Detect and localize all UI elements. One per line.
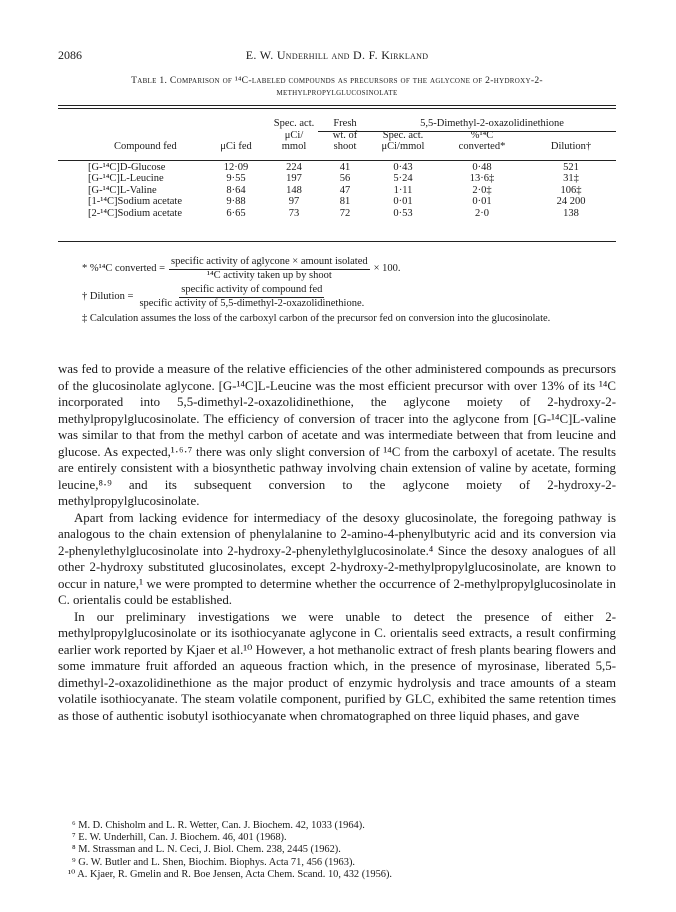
table-row: [58, 196, 616, 208]
cell-spec: 224: [286, 161, 302, 173]
header-dilution: Dilution†: [550, 141, 592, 152]
page-number: 2086: [58, 48, 82, 62]
footnote-dilution-numerator: specific activity of compound fed: [179, 284, 324, 298]
cell-uci: 12·09: [223, 161, 249, 173]
cell-dilution: 31‡: [563, 173, 579, 184]
table-top-rule-2: [58, 108, 616, 109]
footnote-dilution-denominator: specific activity of 5,5-dimethyl-2-oxazolidinethione.: [139, 297, 365, 309]
footnote-dilution-label: † Dilution =: [82, 290, 134, 302]
paragraph-1: was fed to provide a measure of the relative efficiencies of the other administered compounds as precursors of the glucosinolate aglycone. [G-¹⁴C]L-Leucine was the most efficient precursor with over 13% of its ¹⁴C incorporated into 5,5-dimethyl-2-oxazolidinethione, the aglycone moiety of 2-hydroxy-2-methylpropylglucosinolate. The efficiency of conversion of tracer into the aglycone from [G-¹⁴C]L-valine was similar to that from the methyl carbon of acetate and was intermediate between that from leucine and glucose. As expected,¹·⁶·⁷ there was only slight conversion of ¹⁴C from the carboxyl of acetate. The results are entirely consistent with a biosynthetic pathway involving chain extension of valine by acetate, forming leucine,⁸·⁹ and its subsequent conversion to the aglycone moiety of 2-hydroxy-2-methylpropylglucosinolate.: [58, 362, 616, 508]
cell-uci: 6·65: [226, 207, 246, 219]
header-compound-fed: Compound fed: [114, 141, 177, 152]
footnote-converted-label: * %¹⁴C converted =: [82, 262, 166, 274]
cell-converted: 13·6‡: [469, 173, 495, 184]
cell-compound: [G-¹⁴C]L-Valine: [88, 184, 157, 196]
table-row: [58, 173, 616, 185]
cell-dilution: 106‡: [560, 184, 582, 196]
header-uci-fed: μCi fed: [220, 141, 252, 152]
cell-compound: [G-¹⁴C]D-Glucose: [88, 161, 166, 173]
cell-compound: [1-¹⁴C]Sodium acetate: [88, 196, 182, 207]
cell-spec: 197: [286, 173, 302, 184]
paragraph-2: Apart from lacking evidence for intermediacy of the desoxy glucosinolate, the foregoing pathway is analogous to the chain extension of phenylalanine to 2-amino-4-phenylbutyric acid and its conversion via 2-phenylethylglucosinolate into 2-hydroxy-2-phenylethylglucosinolate.⁴ Since the desoxy analogues of all other 2-hydroxy substituted glucosinolates, except 2-hydroxy-2-methylpropylglucosinolate, are known to occur in nature,¹ we were prompted to determine whether the occurrence of 2-methylpropylglucosinolate in C. orientalis could be established.: [58, 510, 616, 607]
cell-dilution: 521: [563, 161, 579, 173]
cell-spec: 73: [288, 207, 300, 219]
cell-fresh: 41: [339, 161, 351, 173]
cell-compound: [G-¹⁴C]L-Leucine: [88, 173, 164, 184]
cell-ox-spec: 1·11: [393, 184, 413, 196]
footnote-dilution: [58, 284, 616, 310]
table-header-row-3: [58, 141, 616, 153]
cell-uci: 9·55: [226, 173, 246, 184]
cell-fresh: 81: [339, 196, 351, 207]
cell-fresh: 47: [339, 184, 351, 196]
table-row: [58, 185, 616, 197]
cell-compound: [2-¹⁴C]Sodium acetate: [88, 207, 182, 219]
table-header-row-1: [58, 118, 616, 130]
cell-fresh: 72: [339, 207, 351, 219]
footnote-converted: [58, 256, 616, 282]
footnote-converted-tail: × 100.: [373, 262, 401, 274]
header-group-oxazolidinethione: 5,5-Dimethyl-2-oxazolidinethione: [420, 118, 564, 129]
cell-ox-spec: 0·53: [393, 207, 413, 219]
cell-ox-spec: 0·01: [393, 196, 413, 207]
table-row: [58, 208, 616, 220]
running-head: [58, 48, 616, 64]
header-group-spec-act: Spec. act.: [382, 129, 424, 141]
reference-8: ⁸ M. Strassman and L. N. Ceci, J. Biol. Chem. 238, 2445 (1962).: [72, 844, 341, 856]
group-header-rule: [318, 131, 616, 132]
cell-converted: 2·0‡: [472, 184, 492, 196]
reference-6: ⁶ M. D. Chisholm and L. R. Wetter, Can. J. Biochem. 42, 1033 (1964).: [72, 820, 365, 831]
header-group-converted: converted*: [458, 141, 506, 152]
cell-converted: 2·0: [475, 207, 489, 219]
header-fresh-wt-of: wt. of: [332, 129, 358, 141]
cell-ox-spec: 5·24: [393, 173, 413, 184]
cell-spec: 148: [286, 184, 302, 196]
cell-spec: 97: [288, 196, 300, 207]
footnote-converted-numerator: specific activity of aglycone × amount isolated: [169, 256, 370, 270]
reference-7: ⁷ E. W. Underhill, Can. J. Biochem. 46, 401 (1968).: [72, 832, 287, 844]
reference-10: ¹⁰ A. Kjaer, R. Gmelin and R. Boe Jensen, Acta Chem. Scand. 10, 432 (1956).: [68, 868, 393, 880]
cell-uci: 9·88: [226, 196, 246, 207]
table-top-rule: [58, 105, 616, 106]
table-bottom-rule: [58, 241, 616, 242]
cell-fresh: 56: [339, 173, 351, 184]
cell-uci: 8·64: [226, 184, 246, 196]
footnote-converted-denominator: ¹⁴C activity taken up by shoot: [206, 269, 332, 281]
cell-converted: 0·01: [472, 196, 492, 207]
running-head-authors: E. W. Underhill and D. F. Kirkland: [245, 48, 429, 62]
cell-ox-spec: 0·43: [393, 161, 413, 173]
paragraph-3: In our preliminary investigations we were unable to detect the presence of either 2-methylpropylglucosinolate or its isothiocyanate aglycone in C. orientalis seed extracts, a result confirming earlier work reported by Kjaer et al.¹⁰ However, a hot methanolic extract of fresh plants bearing flowers and some immature fruit afforded an aqueous fraction which, in the presence of myrosinase, liberated 5,5-dimethyl-2-oxazolidinethione as the major product of enzymic hydrolysis and trace amounts of a steam volatile isothiocyanate. The steam volatile component, purified by GLC, exhibited the same retention times as those of authentic isobutyl isothiocyanate when chromatographed on three liquid phases, and gave: [58, 609, 616, 723]
data-table: [58, 118, 616, 219]
table-header-rule: [58, 160, 616, 161]
table-caption: [58, 75, 616, 99]
header-fresh: Fresh: [333, 118, 357, 129]
header-group-percent: %¹⁴C: [470, 129, 494, 141]
table-caption-line-1: Table 1. Comparison of ¹⁴C-labeled compounds as precursors of the aglycone of 2-hydroxy-2-: [131, 75, 543, 86]
footnote-calculation: ‡ Calculation assumes the loss of the carboxyl carbon of the precursor fed on conversion into the glucosinolate.: [82, 313, 551, 324]
cell-dilution: 138: [563, 207, 579, 219]
references: [58, 820, 616, 881]
header-group-spec-unit: μCi/mmol: [381, 141, 425, 152]
table-footnotes: [58, 256, 616, 326]
reference-9: ⁹ G. W. Butler and L. Shen, Biochim. Biophys. Acta 71, 456 (1963).: [72, 856, 355, 868]
footnote-converted-fraction: [169, 256, 370, 282]
header-spec-act-unit-2: mmol: [281, 141, 307, 152]
cell-converted: 0·48: [472, 161, 492, 173]
table-caption-line-2: methylpropylglucosinolate: [276, 87, 398, 98]
body-text: [58, 361, 616, 724]
footnote-dilution-fraction: [137, 284, 366, 310]
cell-dilution: 24 200: [556, 196, 586, 207]
table-row: [58, 162, 616, 174]
header-spec-act: Spec. act.: [273, 118, 315, 129]
header-spec-act-unit-1: μCi/: [284, 129, 304, 141]
header-fresh-shoot: shoot: [333, 141, 357, 152]
